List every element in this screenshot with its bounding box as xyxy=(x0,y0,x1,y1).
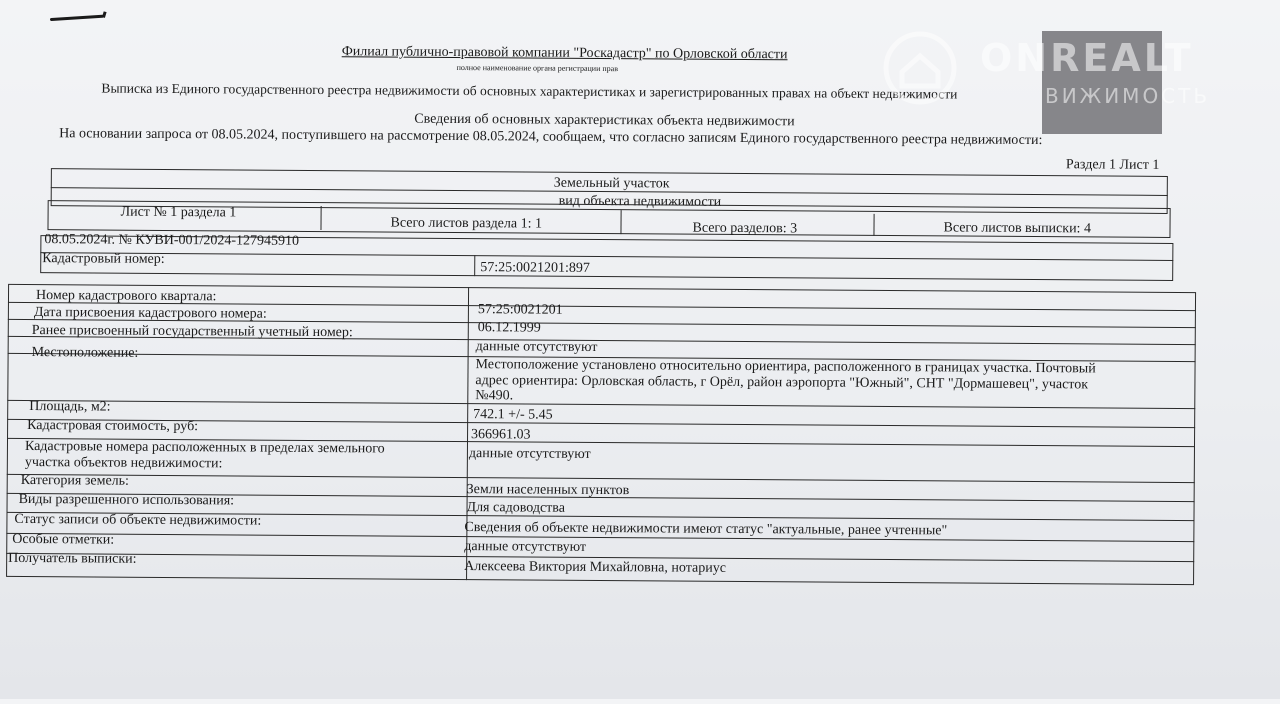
row-value: данные отсутствуют xyxy=(464,539,587,555)
object-type-caption: вид объекта недвижимости xyxy=(558,193,722,210)
sheet-number: Лист № 1 раздела 1 xyxy=(120,204,237,221)
row-label-line: Кадастровые номера расположенных в пределах земельного xyxy=(24,438,385,457)
registration-number: 08.05.2024г. № КУВИ-001/2024-127945910 xyxy=(44,232,300,249)
document-title: Выписка из Единого государственного реестра недвижимости об основных характеристиках и зарегистрированных правах на объект недвижимости xyxy=(101,80,958,102)
row-value: Для садоводства xyxy=(466,500,566,516)
watermark xyxy=(880,28,1280,138)
row-label: Дата присвоения кадастрового номера: xyxy=(33,305,267,322)
section-reference: Раздел 1 Лист 1 xyxy=(1065,157,1160,173)
row-label-line: участка объектов недвижимости: xyxy=(24,454,223,472)
pen-mark xyxy=(50,15,104,21)
row-label: Номер кадастрового квартала: xyxy=(35,288,217,305)
row-value: 366961.03 xyxy=(471,427,531,443)
total-sheets-section: Всего листов раздела 1: 1 xyxy=(390,215,543,232)
watermark-sub: ВИЖИМОСТЬ xyxy=(1045,84,1211,108)
total-sheets-extract: Всего листов выписки: 4 xyxy=(943,220,1092,237)
row-value: Алексеева Виктория Михайловна, нотариус xyxy=(464,559,726,576)
row-label: Кадастровая стоимость, руб: xyxy=(27,418,199,435)
row-value: 742.1 +/- 5.45 xyxy=(473,407,553,423)
row-label: Ранее присвоенный государственный учетный номер: xyxy=(31,323,353,341)
row-label: Категория земель: xyxy=(20,472,130,489)
cadastral-number-label: Кадастровый номер: xyxy=(42,251,165,267)
row-label: Особые отметки: xyxy=(12,531,115,548)
row-value: данные отсутствуют xyxy=(468,446,591,462)
row-value: данные отсутствуют xyxy=(475,339,598,355)
document-subtitle: Сведения об основных характеристиках объекта недвижимости xyxy=(414,111,795,130)
request-basis: На основании запроса от 08.05.2024, поступившего на рассмотрение 08.05.2024, сообщаем, что согласно записям Единого государственного реестра недвижимости: xyxy=(59,126,1043,149)
row-value: 06.12.1999 xyxy=(477,320,541,336)
row-label: Статус записи об объекте недвижимости: xyxy=(14,511,262,529)
row-value-line: Местоположение установлено относительно ориентира, расположенного в границах участка. Почтовый xyxy=(475,357,1096,377)
house-logo-icon xyxy=(880,28,970,108)
row-label: Виды разрешенного использования: xyxy=(18,491,235,509)
row-value: Сведения об объекте недвижимости имеют статус "актуальные, ранее учтенные" xyxy=(464,520,948,539)
watermark-brand: ONREALT xyxy=(980,36,1194,80)
cadastral-number-value: 57:25:0021201:897 xyxy=(480,260,590,276)
row-value: 57:25:0021201 xyxy=(477,302,563,318)
row-value: Земли населенных пунктов xyxy=(466,482,630,499)
row-label: Площадь, м2: xyxy=(29,399,111,415)
row-value-line: адрес ориентира: Орловская область, г Орёл, район аэропорта "Южный", СНТ "Дормашевец", участок xyxy=(475,373,1089,393)
object-type: Земельный участок xyxy=(553,175,670,192)
row-label: Местоположение: xyxy=(31,345,139,361)
organization-name: Филиал публично-правовой компании "Роскадастр" по Орловской области xyxy=(341,44,788,63)
total-sections: Всего разделов: 3 xyxy=(692,220,798,237)
organization-caption: полное наименование органа регистрации прав xyxy=(456,62,619,74)
row-label: Получатель выписки: xyxy=(8,550,137,567)
row-value-line: №490. xyxy=(475,388,514,404)
